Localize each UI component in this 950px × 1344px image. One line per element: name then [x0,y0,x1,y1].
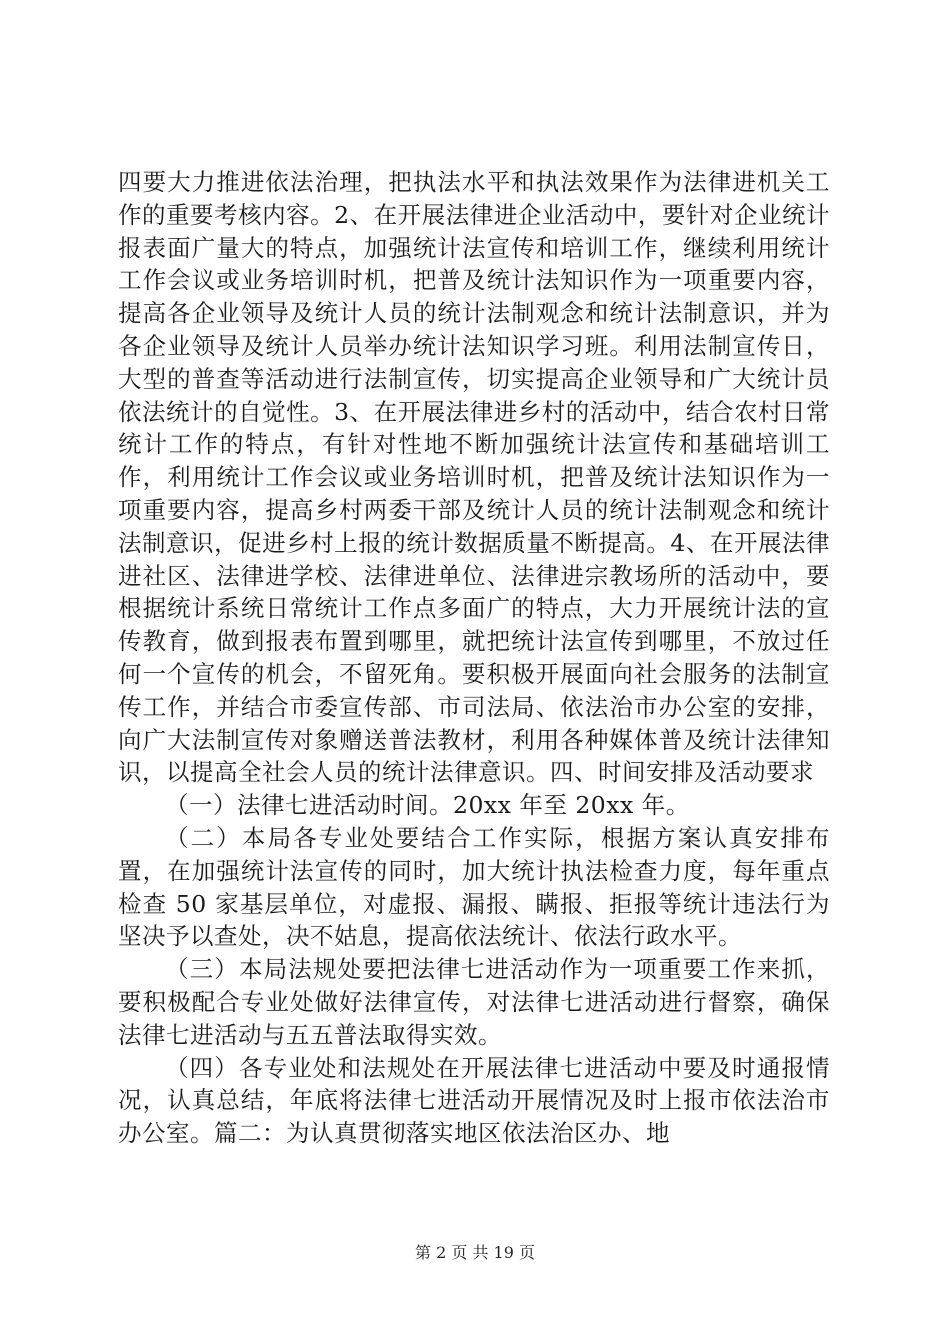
document-body [118,166,830,1150]
page-footer: 第 2 页 共 19 页 [415,1243,535,1262]
paragraph-2: （一）法律七进活动时间。20xx 年至 20xx 年。 [165,791,690,820]
paragraph-3: （二）本局各专业处要结合工作实际，根据方案认真安排布置，在加强统计法宣传的同时，加大统计执法检查力度，每年重点检查 50 家基层单位，对虚报、漏报、瞒报、拒报等统计违法行为坚决予以查处，决不姑息，提高依法统计、依法行政水平。 [118,823,830,951]
paragraph-5: （四）各专业处和法规处在开展法律七进活动中要及时通报情况，认真总结，年底将法律七进活动开展情况及时上报市依法治市办公室。篇二：为认真贯彻落实地区依法治区办、地 [118,1053,830,1148]
paragraph-4: （三）本局法规处要把法律七进活动作为一项重要工作来抓，要积极配合专业处做好法律宣传，对法律七进活动进行督察，确保法律七进活动与五五普法取得实效。 [118,955,830,1049]
paragraph-1: 四要大力推进依法治理，把执法水平和执法效果作为法律进机关工作的重要考核内容。2、在开展法律进企业活动中，要针对企业统计报表面广量大的特点，加强统计法宣传和培训工作，继续利用统计工作会议或业务培训时机，把普及统计法知识作为一项重要内容，提高各企业领导及统计人员的统计法制观念和统计法制意识，并为各企业领导及统计人员举办统计法知识学习班。利用法制宣传日，大型的普查等活动进行法制宣传，切实提高企业领导和广大统计员依法统计的自觉性。3、在开展法律进乡村的活动中，结合农村日常统计工作的特点，有针对性地不断加强统计法宣传和基础培训工作，利用统计工作会议或业务培训时机，把普及统计法知识作为一项重要内容，提高乡村两委干部及统计人员的统计法制观念和统计法制意识，促进乡村上报的统计数据质量不断提高。4、在开展法律进社区、法律进学校、法律进单位、法律进宗教场所的活动中，要根据统计系统日常统计工作点多面广的特点，大力开展统计法的宣传教育，做到报表布置到哪里，就把统计法宣传到哪里，不放过任何一个宣传的机会，不留死角。要积极开展面向社会服务的法制宣传工作，并结合市委宣传部、市司法局、依法治市办公室的安排，向广大法制宣传对象赠送普法教材，利用各种媒体普及统计法律知识，以提高全社会人员的统计法律意识。四、时间安排及活动要求 [118,168,830,787]
